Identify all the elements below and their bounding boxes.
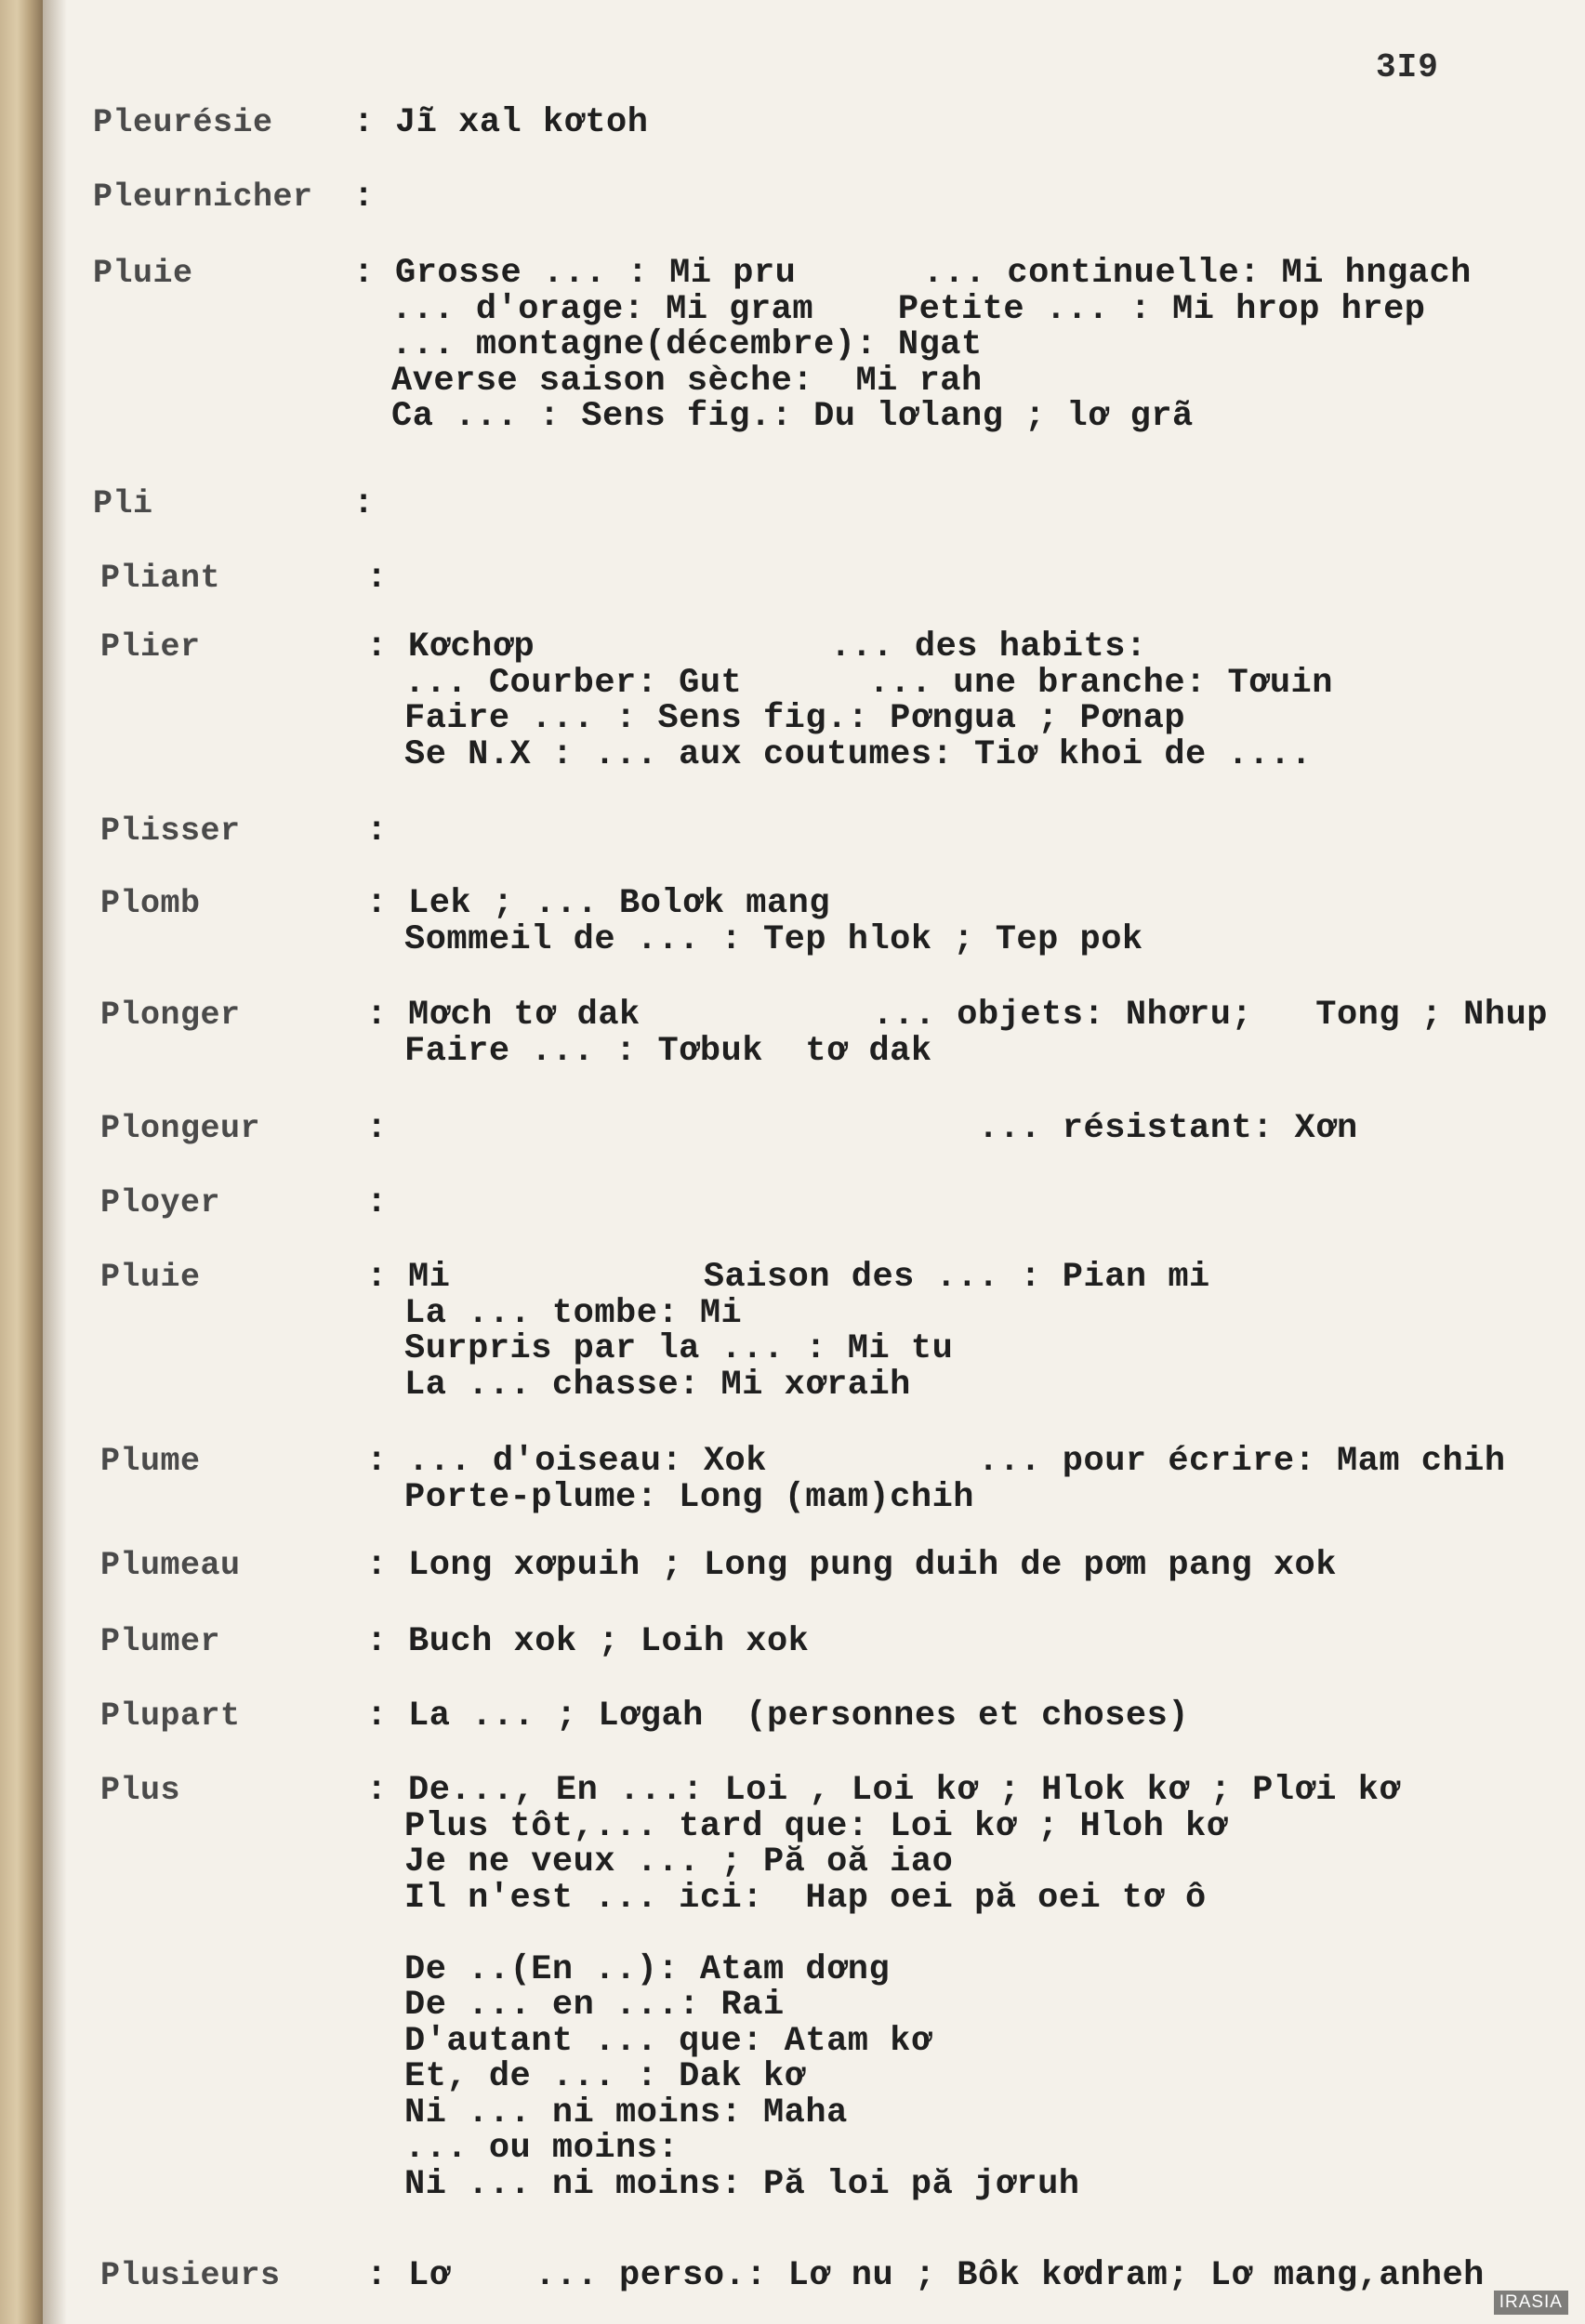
watermark: IRASIA	[1494, 2291, 1568, 2315]
entry-definition-line: Sommeil de ... : Tep hlok ; Tep pok	[404, 919, 1143, 959]
entry-definition-line: Jĩ xal kơtoh	[395, 103, 649, 142]
entry-definition-line: ... montagne(décembre): Ngat	[391, 325, 983, 364]
entry-headword: Plume	[100, 1443, 201, 1480]
entry-separator: :	[366, 1183, 388, 1222]
entry-separator: :	[366, 1771, 388, 1810]
entry-headword: Plus	[100, 1772, 181, 1809]
entry-definition-line: Mơch tơ dak ... objets: Nhơru; Tong ; Nhup	[408, 996, 1548, 1035]
entry-headword: Plonger	[100, 997, 241, 1034]
entry-separator: :	[366, 884, 388, 923]
entry-headword: Plisser	[100, 812, 241, 850]
page-number: 3I9	[1376, 48, 1439, 86]
binding-shadow	[43, 0, 67, 2324]
entry-definition-line: Faire ... : Tơbuk tơ dak	[404, 1031, 932, 1071]
entry-definition-line: De..., En ...: Loi , Loi kơ ; Hlok kơ ; Plơi kơ	[408, 1771, 1401, 1810]
entry-separator: :	[353, 254, 375, 293]
entry-separator: :	[353, 484, 375, 523]
entry-separator: :	[366, 559, 388, 598]
entry-definition-line: Surpris par la ... : Mi tu	[404, 1329, 954, 1368]
entry-headword: Ployer	[100, 1184, 221, 1221]
entry-headword: Plupart	[100, 1697, 241, 1735]
entry-definition-line: ... Courber: Gut ... une branche: Tơuin	[404, 663, 1333, 703]
entry-headword: Pleurésie	[93, 104, 273, 141]
entry-headword: Pleurnicher	[93, 178, 313, 216]
entry-definition-line: ... d'oiseau: Xok ... pour écrire: Mam chih	[408, 1442, 1506, 1481]
entry-definition-line: Se N.X : ... aux coutumes: Tiơ khoi de ....	[404, 734, 1313, 774]
entry-separator: :	[366, 1622, 388, 1661]
entry-definition-line: Je ne veux ... ; Pă oă iao	[404, 1842, 954, 1882]
entry-separator: :	[366, 627, 388, 667]
entry-definition-line: Averse saison sèche: Mi rah	[391, 361, 983, 401]
entry-definition-line: Plus tôt,... tard que: Loi kơ ; Hloh kơ	[404, 1806, 1228, 1846]
entry-definition-line: ... ou moins:	[404, 2129, 680, 2168]
entry-headword: Plomb	[100, 885, 201, 922]
entry-separator: :	[366, 1697, 388, 1736]
entry-definition-line: Lơ ... perso.: Lơ nu ; Bôk kơdram; Lơ mang,anheh	[408, 2256, 1485, 2295]
entry-definition-line: Ni ... ni moins: Pă loi pă jơruh	[404, 2164, 1080, 2204]
entry-headword: Plongeur	[100, 1110, 261, 1147]
entry-separator: :	[366, 1442, 388, 1481]
entry-definition-line: Buch xok ; Loih xok	[408, 1622, 810, 1661]
entry-separator: :	[366, 1546, 388, 1585]
entry-headword: Plusieurs	[100, 2257, 281, 2294]
entry-separator: :	[366, 1109, 388, 1148]
entry-definition-line: ... résistant: Xơn	[408, 1109, 1358, 1148]
entry-definition-line: Lek ; ... Bolơk mang	[408, 884, 831, 923]
entry-definition-line: D'autant ... que: Atam kơ	[404, 2021, 932, 2061]
entry-definition-line: Mi Saison des ... : Pian mi	[408, 1258, 1210, 1297]
entry-separator: :	[366, 1258, 388, 1297]
book-binding-edge	[0, 0, 43, 2324]
entry-headword: Pluie	[93, 255, 193, 292]
entry-definition-line: Porte-plume: Long (mam)chih	[404, 1477, 974, 1517]
entry-definition-line: Ca ... : Sens fig.: Du lơlang ; lơ grã	[391, 397, 1194, 436]
entry-definition-line: Faire ... : Sens fig.: Pơngua ; Pơnap	[404, 699, 1186, 738]
entry-definition-line: Ni ... ni moins: Maha	[404, 2093, 848, 2133]
entry-headword: Plumeau	[100, 1547, 241, 1584]
entry-separator: :	[366, 996, 388, 1035]
entry-separator: :	[366, 2256, 388, 2295]
entry-definition-line: Grosse ... : Mi pru ... continuelle: Mi hngach	[395, 254, 1472, 293]
entry-definition-line: La ... ; Lơgah (personnes et choses)	[408, 1697, 1190, 1736]
entry-definition-line: La ... chasse: Mi xơraih	[404, 1365, 911, 1405]
entry-definition-line: ... d'orage: Mi gram Petite ... : Mi hrop hrep	[391, 289, 1426, 329]
entry-separator: :	[353, 178, 375, 217]
entry-separator: :	[353, 103, 375, 142]
entry-definition-line: Kơchơp ... des habits:	[408, 627, 1147, 667]
entry-separator: :	[366, 812, 388, 851]
entry-headword: Plumer	[100, 1623, 221, 1660]
entry-definition-line: Long xơpuih ; Long pung duih de pơm pang xok	[408, 1546, 1337, 1585]
entry-headword: Plier	[100, 628, 201, 666]
entry-headword: Pluie	[100, 1259, 201, 1296]
entry-definition-line: De ... en ...: Rai	[404, 1986, 785, 2025]
entry-definition-line: De ..(En ..): Atam dơng	[404, 1949, 891, 1989]
entry-definition-line: Et, de ... : Dak kơ	[404, 2057, 806, 2096]
entry-definition-line: Il n'est ... ici: Hap oei pă oei tơ ô	[404, 1878, 1207, 1918]
entry-headword: Pliant	[100, 560, 221, 597]
entry-headword: Pli	[93, 485, 153, 522]
entry-definition-line: La ... tombe: Mi	[404, 1293, 743, 1333]
